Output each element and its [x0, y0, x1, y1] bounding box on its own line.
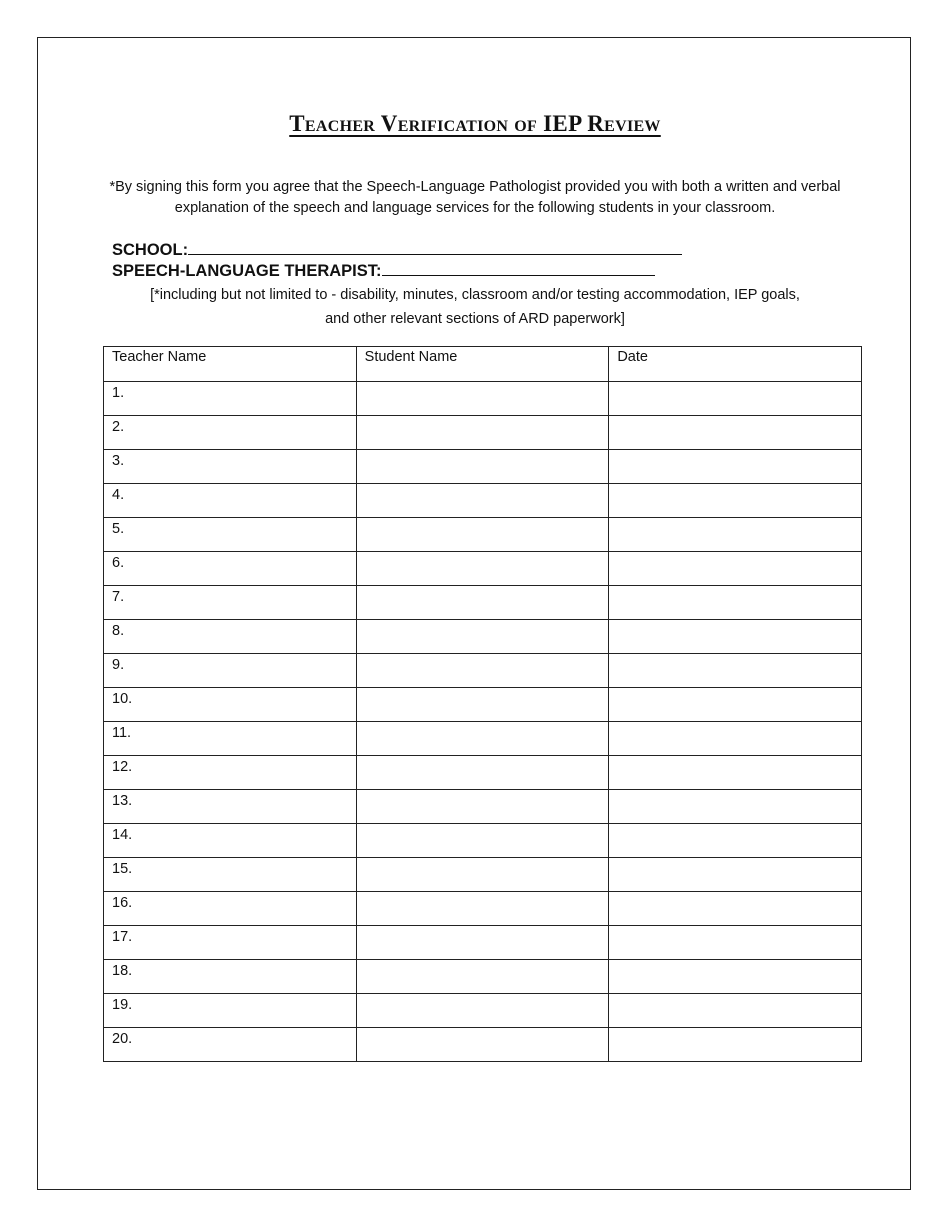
table-row [104, 518, 862, 552]
student-name-cell[interactable] [356, 1028, 609, 1062]
teacher-name-cell[interactable]: 20. [104, 1028, 357, 1062]
table-row [104, 688, 862, 722]
student-name-cell[interactable] [356, 926, 609, 960]
student-name-cell[interactable] [356, 586, 609, 620]
student-name-cell[interactable] [356, 382, 609, 416]
teacher-name-cell[interactable]: 3. [104, 450, 357, 484]
table-row [104, 586, 862, 620]
student-name-cell[interactable] [356, 416, 609, 450]
school-label: SCHOOL: [112, 241, 189, 259]
date-cell[interactable] [609, 654, 862, 688]
table-row [104, 960, 862, 994]
teacher-name-cell[interactable]: 14. [104, 824, 357, 858]
student-name-cell[interactable] [356, 552, 609, 586]
date-cell[interactable] [609, 926, 862, 960]
agreement-statement: *By signing this form you agree that the Speech-Language Pathologist provided you with both a written and verbal explanation of the speech and language services for the following students in your classroom. [109, 179, 841, 216]
date-cell[interactable] [609, 994, 862, 1028]
header-date: Date [609, 347, 862, 382]
header-student-name: Student Name [356, 347, 609, 382]
date-cell[interactable] [609, 552, 862, 586]
teacher-name-cell[interactable]: 4. [104, 484, 357, 518]
header-teacher-name: Teacher Name [104, 347, 357, 382]
teacher-name-cell[interactable]: 18. [104, 960, 357, 994]
teacher-name-cell[interactable]: 17. [104, 926, 357, 960]
teacher-name-cell[interactable]: 16. [104, 892, 357, 926]
date-cell[interactable] [609, 1028, 862, 1062]
date-cell[interactable] [609, 518, 862, 552]
table-row [104, 926, 862, 960]
student-name-cell[interactable] [356, 722, 609, 756]
table-row [104, 552, 862, 586]
student-name-cell[interactable] [356, 688, 609, 722]
table-row [104, 450, 862, 484]
student-name-cell[interactable] [356, 518, 609, 552]
note-line-1: [*including but not limited to - disability, minutes, classroom and/or testing accommodation, IEP goals, [150, 287, 800, 303]
teacher-name-cell[interactable]: 19. [104, 994, 357, 1028]
note-line-2: and other relevant sections of ARD paperwork] [325, 311, 625, 327]
date-cell[interactable] [609, 416, 862, 450]
table-row [104, 994, 862, 1028]
student-name-cell[interactable] [356, 892, 609, 926]
teacher-name-cell[interactable]: 10. [104, 688, 357, 722]
date-cell[interactable] [609, 790, 862, 824]
student-name-cell[interactable] [356, 994, 609, 1028]
teacher-name-cell[interactable]: 7. [104, 586, 357, 620]
table-row [104, 620, 862, 654]
inclusion-note [100, 283, 850, 331]
therapist-blank-line[interactable] [382, 261, 655, 276]
student-name-cell[interactable] [356, 960, 609, 994]
date-cell[interactable] [609, 688, 862, 722]
teacher-name-cell[interactable]: 5. [104, 518, 357, 552]
teacher-name-cell[interactable]: 13. [104, 790, 357, 824]
table-row [104, 416, 862, 450]
table-row [104, 382, 862, 416]
date-cell[interactable] [609, 960, 862, 994]
teacher-name-cell[interactable]: 6. [104, 552, 357, 586]
table-row [104, 1028, 862, 1062]
date-cell[interactable] [609, 484, 862, 518]
school-field [112, 240, 682, 260]
teacher-name-cell[interactable]: 1. [104, 382, 357, 416]
student-name-cell[interactable] [356, 858, 609, 892]
date-cell[interactable] [609, 586, 862, 620]
therapist-label: SPEECH-LANGUAGE THERAPIST: [112, 262, 382, 280]
table-row [104, 790, 862, 824]
date-cell[interactable] [609, 620, 862, 654]
table-row [104, 722, 862, 756]
date-cell[interactable] [609, 450, 862, 484]
date-cell[interactable] [609, 824, 862, 858]
date-cell[interactable] [609, 858, 862, 892]
date-cell[interactable] [609, 722, 862, 756]
date-cell[interactable] [609, 756, 862, 790]
student-name-cell[interactable] [356, 756, 609, 790]
verification-table [103, 346, 862, 1062]
table-header-row [104, 347, 862, 382]
school-blank-line[interactable] [188, 240, 682, 255]
therapist-field [112, 261, 655, 281]
student-name-cell[interactable] [356, 620, 609, 654]
table-row [104, 892, 862, 926]
student-name-cell[interactable] [356, 450, 609, 484]
teacher-name-cell[interactable]: 2. [104, 416, 357, 450]
student-name-cell[interactable] [356, 654, 609, 688]
teacher-name-cell[interactable]: 12. [104, 756, 357, 790]
student-name-cell[interactable] [356, 790, 609, 824]
date-cell[interactable] [609, 892, 862, 926]
date-cell[interactable] [609, 382, 862, 416]
teacher-name-cell[interactable]: 15. [104, 858, 357, 892]
table-row [104, 654, 862, 688]
table-row [104, 858, 862, 892]
student-name-cell[interactable] [356, 484, 609, 518]
teacher-name-cell[interactable]: 9. [104, 654, 357, 688]
student-name-cell[interactable] [356, 824, 609, 858]
table-row [104, 756, 862, 790]
teacher-name-cell[interactable]: 8. [104, 620, 357, 654]
teacher-name-cell[interactable]: 11. [104, 722, 357, 756]
table-row [104, 824, 862, 858]
table-row [104, 484, 862, 518]
page-title: Teacher Verification of IEP Review [289, 111, 661, 136]
